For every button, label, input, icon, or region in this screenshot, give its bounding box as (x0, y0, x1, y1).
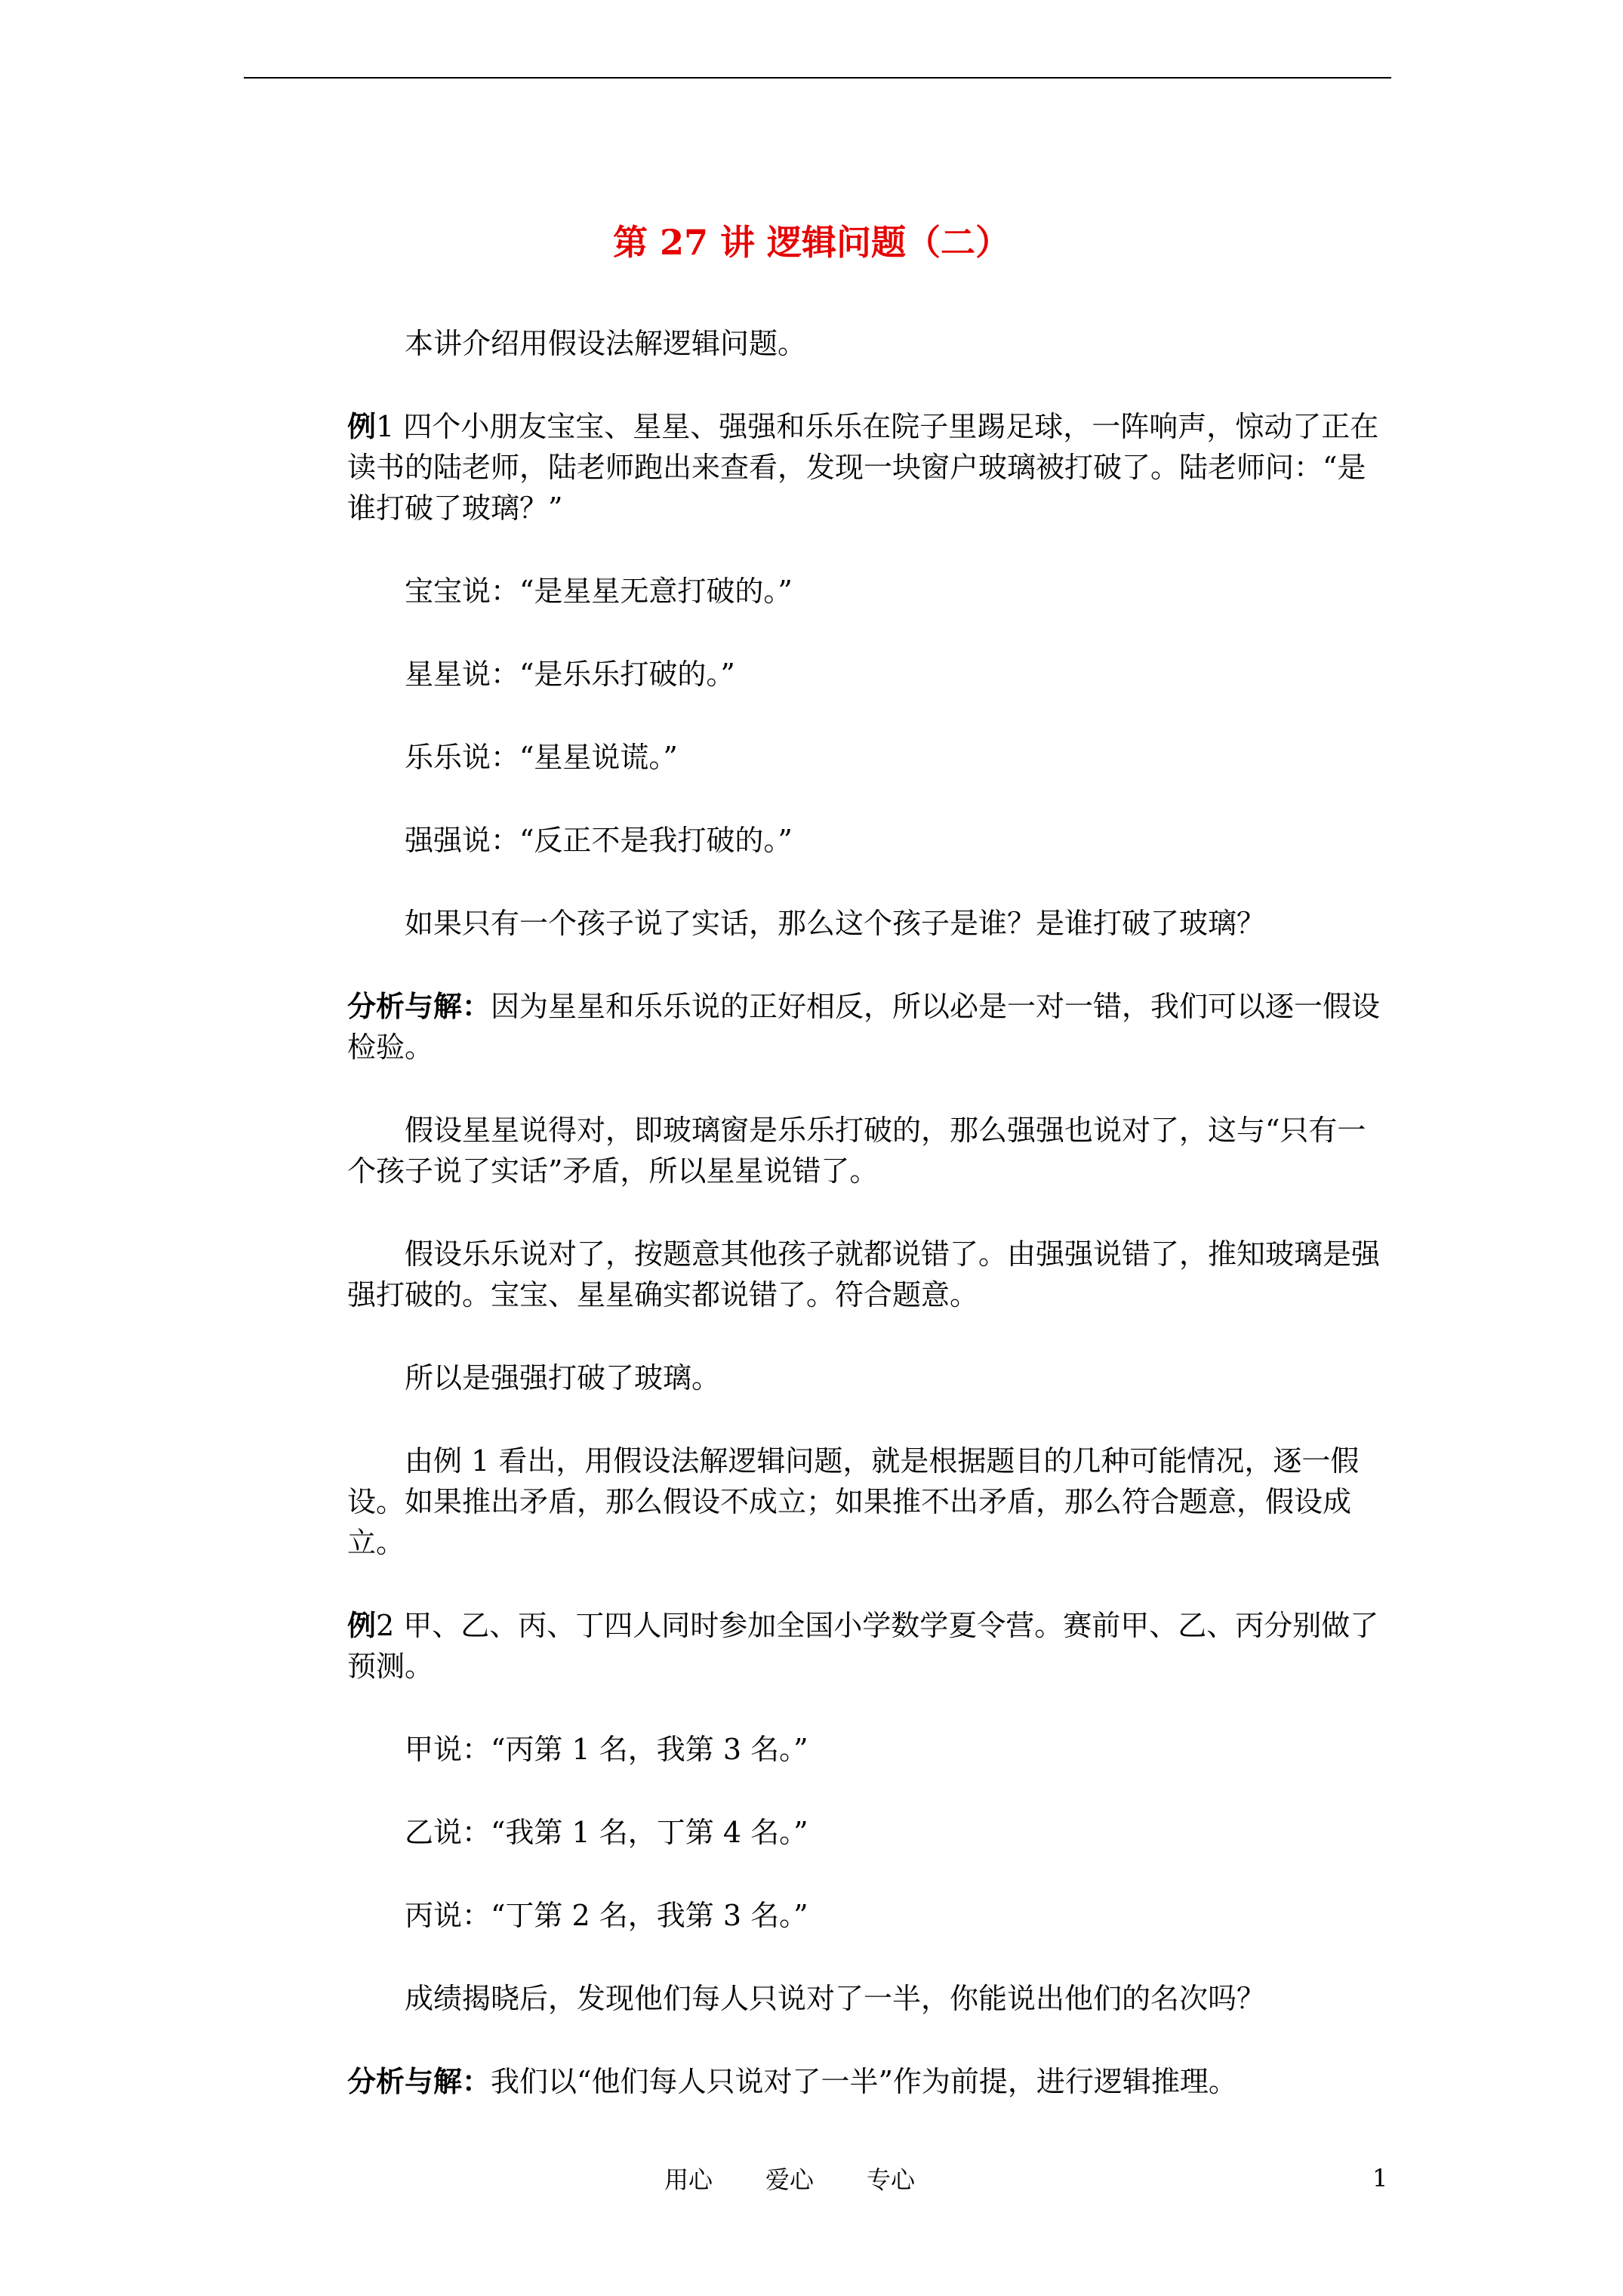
paragraph-question: 成绩揭晓后，发现他们每人只说对了一半，你能说出他们的名次吗？ (405, 1982, 1266, 2015)
paragraph-statement: 宝宝说：“是星星无意打破的。” (405, 575, 793, 608)
page-title: 第 27 讲 逻辑问题（二） (612, 222, 1011, 263)
header-rule (244, 77, 1391, 79)
example-label: 例 (347, 1608, 377, 1642)
footer-item: 爱心 (765, 2165, 815, 2194)
paragraph-reasoning: 假设乐乐说对了，按题意其他孩子就都说错了。由强强说错了，推知玻璃是强强打破的。宝宝、星星确实都说错了。符合题意。 (347, 1237, 1381, 1311)
analysis-label: 分析与解： (347, 989, 491, 1023)
example-label: 例 (347, 409, 377, 443)
paragraph-intro: 本讲介绍用假设法解逻辑问题。 (405, 327, 807, 360)
paragraph-example-2: 例2 甲、乙、丙、丁四人同时参加全国小学数学夏令营。赛前甲、乙、丙分别做了预测。 (347, 1608, 1379, 1683)
paragraph-statement: 乐乐说：“星星说谎。” (405, 741, 678, 774)
analysis-label: 分析与解： (347, 2064, 491, 2098)
document-body (347, 323, 1389, 2144)
paragraph-example-1: 例1 四个小朋友宝宝、星星、强强和乐乐在院子里踢足球，一阵响声，惊动了正在读书的陆老师，陆老师跑出来查看，发现一块窗户玻璃被打破了。陆老师问：“是谁打破了玻璃？” (347, 409, 1379, 525)
paragraph-summary: 由例 1 看出，用假设法解逻辑问题，就是根据题目的几种可能情况，逐一假设。如果推出矛盾，那么假设不成立；如果推不出矛盾，那么符合题意，假设成立。 (347, 1444, 1360, 1559)
footer-item: 用心 (664, 2165, 713, 2194)
paragraph-statement: 丙说：“丁第 2 名，我第 3 名。” (405, 1899, 808, 1932)
paragraph-conclusion: 所以是强强打破了玻璃。 (405, 1361, 721, 1395)
paragraph-question: 如果只有一个孩子说了实话，那么这个孩子是谁？是谁打破了玻璃？ (405, 907, 1266, 940)
paragraph-statement: 乙说：“我第 1 名，丁第 4 名。” (405, 1816, 808, 1849)
paragraph-analysis: 分析与解：因为星星和乐乐说的正好相反，所以必是一对一错，我们可以逐一假设检验。 (347, 989, 1381, 1064)
footer-item: 专心 (867, 2165, 916, 2194)
footer-motto (664, 2161, 968, 2196)
paragraph-statement: 强强说：“反正不是我打破的。” (405, 824, 793, 857)
page-number: 1 (1372, 2164, 1388, 2193)
paragraph-statement: 星星说：“是乐乐打破的。” (405, 658, 735, 691)
paragraph-reasoning: 假设星星说得对，即玻璃窗是乐乐打破的，那么强强也说对了，这与“只有一个孩子说了实话”矛盾，所以星星说错了。 (347, 1114, 1366, 1188)
paragraph-analysis: 分析与解：我们以“他们每人只说对了一半”作为前提，进行逻辑推理。 (347, 2064, 1237, 2098)
paragraph-statement: 甲说：“丙第 1 名，我第 3 名。” (405, 1733, 808, 1766)
